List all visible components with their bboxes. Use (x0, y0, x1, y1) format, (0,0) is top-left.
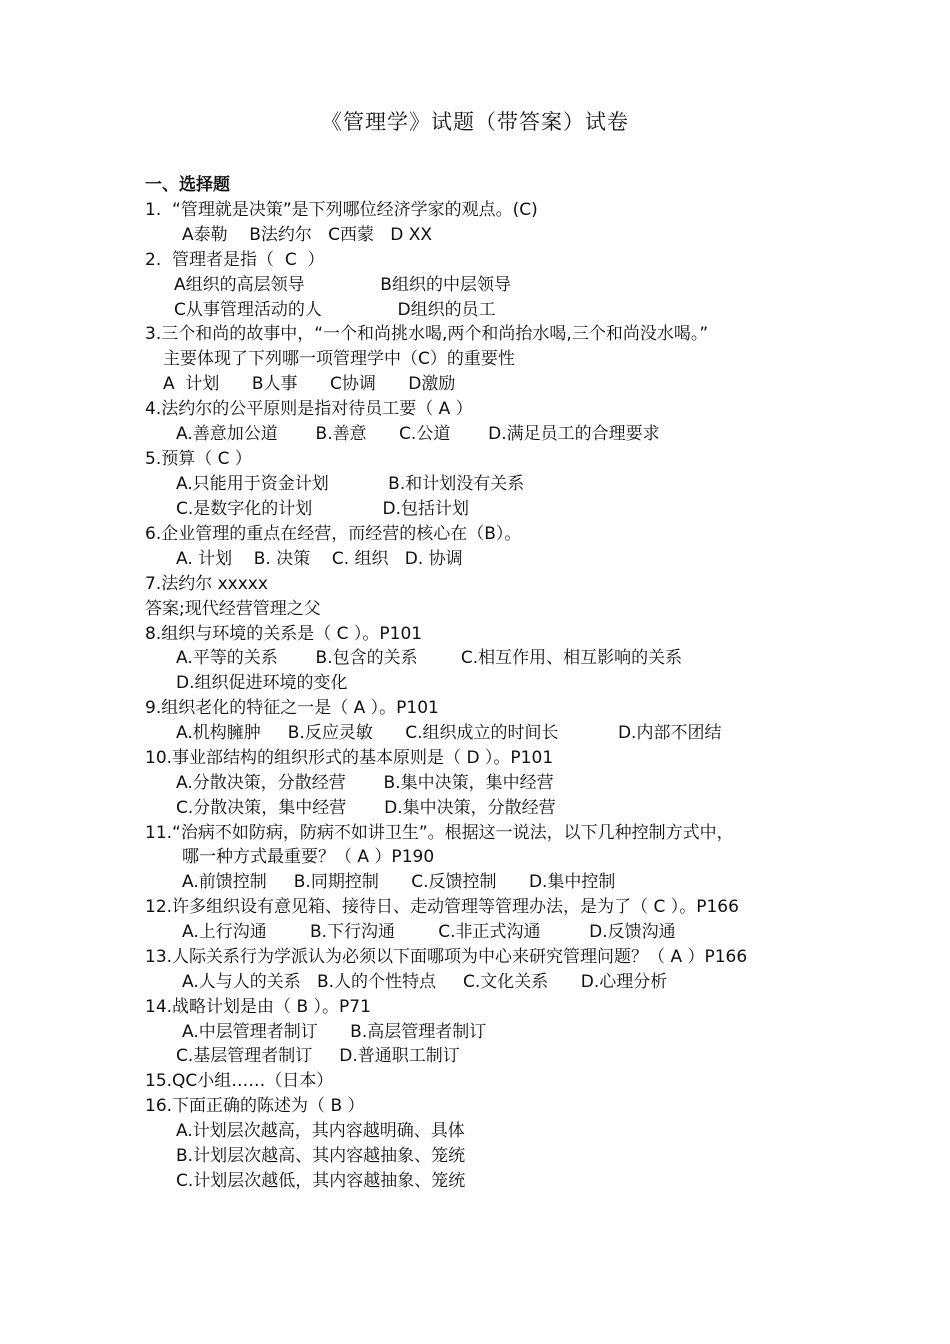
q16-option-c: C.计划层次越低，其内容越抽象、笼统 (176, 1171, 466, 1191)
q1-stem: 1. “管理就是决策”是下列哪位经济学家的观点。(C) (145, 200, 538, 220)
q14-options-2: C.基层管理者制订 D.普通职工制订 (176, 1046, 460, 1066)
q13-options: A.人与人的关系 B.人的个性特点 C.文化关系 D.心理分析 (182, 972, 668, 992)
q3-stem-1: 3.三个和尚的故事中，“一个和尚挑水喝,两个和尚抬水喝,三个和尚没水喝。” (145, 324, 709, 344)
q6-options: A. 计划 B. 决策 C. 组织 D. 协调 (176, 549, 463, 569)
q13-stem: 13.人际关系行为学派认为必须以下面哪项为中心来研究管理问题？（ A ）P166 (145, 947, 748, 967)
q8-options-2: D.组织促进环境的变化 (176, 673, 348, 693)
q6-stem: 6.企业管理的重点在经营，而经营的核心在（B）。 (145, 524, 522, 544)
q10-options-2: C.分散决策，集中经营 D.集中决策，分散经营 (176, 798, 556, 818)
q9-stem: 9.组织老化的特征之一是（ A ）。P101 (145, 698, 439, 718)
page-title: 《管理学》试题（带答案）试卷 (321, 110, 629, 134)
q5-options-2: C.是数字化的计划 D.包括计划 (176, 499, 470, 519)
q12-stem: 12.许多组织设有意见箱、接待日、走动管理等管理办法，是为了（ C ）。P166 (145, 897, 739, 917)
q10-options-1: A.分散决策，分散经营 B.集中决策，集中经营 (176, 773, 554, 793)
q11-stem-2: 哪一种方式最重要？（ A ）P190 (182, 847, 435, 867)
q2-options-1: A组织的高层领导 B组织的中层领导 (174, 275, 511, 295)
q12-options: A.上行沟通 B.下行沟通 C.非正式沟通 D.反馈沟通 (182, 922, 676, 942)
q1-options: A泰勒 B法约尔 C西蒙 D XX (182, 225, 432, 245)
q8-stem: 8.组织与环境的关系是（ C ）。P101 (145, 624, 423, 644)
q7-stem: 7.法约尔 xxxxx (145, 574, 268, 594)
q7-answer: 答案;现代经营管理之父 (145, 599, 321, 619)
q16-option-a: A.计划层次越高，其内容越明确、具体 (176, 1121, 465, 1141)
q2-options-2: C从事管理活动的人 D组织的员工 (174, 300, 496, 320)
q3-stem-2: 主要体现了下列哪一项管理学中（C）的重要性 (163, 349, 515, 369)
q9-options: A.机构臃肿 B.反应灵敏 C.组织成立的时间长 D.内部不团结 (176, 723, 722, 743)
q11-options: A.前馈控制 B.同期控制 C.反馈控制 D.集中控制 (182, 872, 616, 892)
q4-options: A.善意加公道 B.善意 C.公道 D.满足员工的合理要求 (176, 424, 660, 444)
q5-stem: 5.预算（ C ） (145, 449, 252, 469)
q14-options-1: A.中层管理者制订 B.高层管理者制订 (182, 1022, 487, 1042)
q16-option-b: B.计划层次越高、其内容越抽象、笼统 (176, 1146, 466, 1166)
q16-stem: 16.下面正确的陈述为（ B ） (145, 1096, 365, 1116)
q8-options-1: A.平等的关系 B.包含的关系 C.相互作用、相互影响的关系 (176, 648, 683, 668)
q11-stem-1: 11.“治病不如防病，防病不如讲卫生”。根据这一说法，以下几种控制方式中， (145, 823, 734, 843)
section-heading: 一、选择题 (145, 175, 230, 195)
q14-stem: 14.战略计划是由（ B ）。P71 (145, 997, 371, 1017)
q3-options: A 计划 B人事 C协调 D激励 (163, 374, 456, 394)
q4-stem: 4.法约尔的公平原则是指对待员工要（ A ） (145, 399, 473, 419)
q2-stem: 2. 管理者是指（ C ） (145, 250, 325, 270)
q5-options-1: A.只能用于资金计划 B.和计划没有关系 (176, 474, 525, 494)
q15-stem: 15.QC小组……（日本） (145, 1071, 334, 1091)
q10-stem: 10.事业部结构的组织形式的基本原则是（ D ）。P101 (145, 748, 554, 768)
